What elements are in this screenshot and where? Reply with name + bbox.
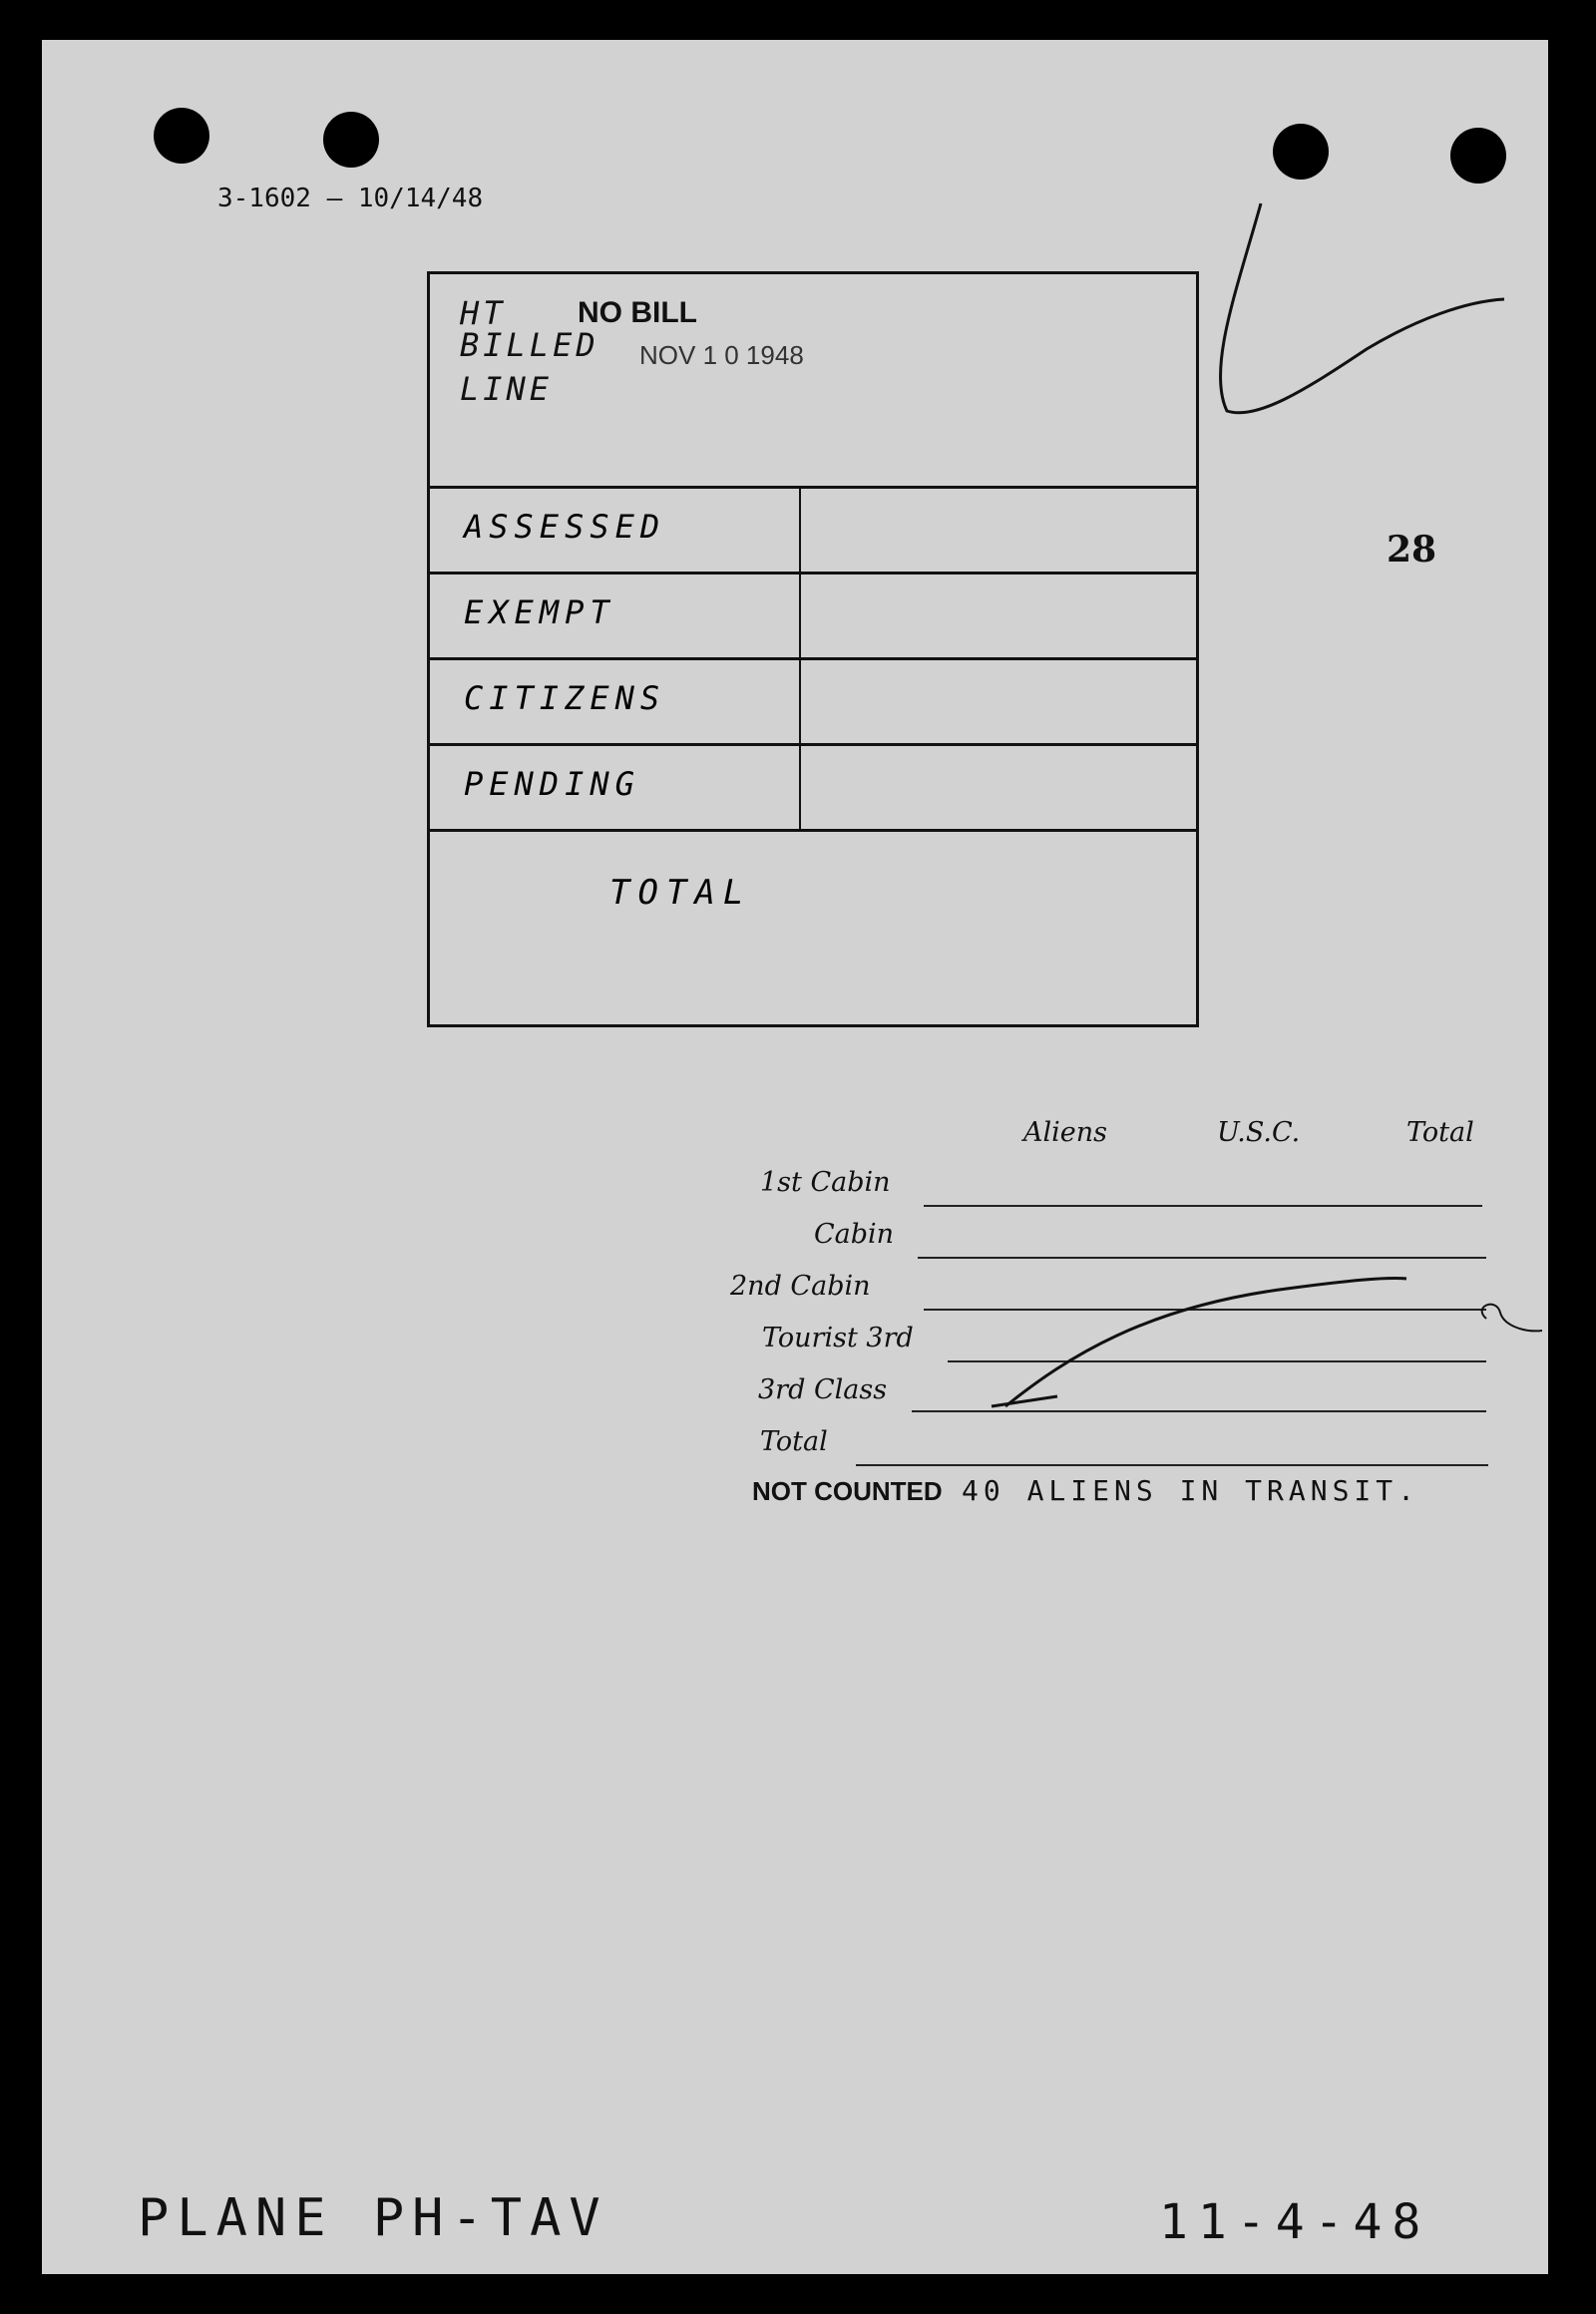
date-stamp: NOV 1 0 1948	[639, 340, 804, 370]
form-total	[430, 833, 1196, 1024]
not-counted-label: NOT COUNTED	[752, 1476, 943, 1506]
total-label: TOTAL	[609, 873, 752, 913]
check-mark-icon	[1197, 190, 1516, 429]
head-line-line: LINE	[460, 370, 554, 408]
row-label: ASSESSED	[464, 508, 666, 546]
form-header	[430, 274, 1196, 489]
class-row-tourist-3rd: Tourist 3rd	[762, 1323, 914, 1353]
class-row-2nd-cabin: 2nd Cabin	[730, 1271, 871, 1302]
stamp-form	[427, 271, 1199, 1027]
column-usc: U.S.C.	[1217, 1117, 1301, 1148]
form-row-assessed	[430, 486, 1196, 575]
strike-mark-icon	[988, 1267, 1546, 1416]
class-row-cabin: Cabin	[814, 1219, 895, 1250]
class-row-1st-cabin: 1st Cabin	[760, 1167, 891, 1198]
head-line-ht: HT	[460, 294, 507, 332]
plane-label: PLANE PH-TAV	[138, 2188, 608, 2248]
footer-date: 11-4-48	[1159, 2194, 1431, 2250]
punch-hole	[1450, 128, 1506, 184]
punch-hole	[1273, 124, 1329, 180]
head-line-billed: BILLED	[460, 326, 599, 364]
form-row-pending	[430, 743, 1196, 832]
punch-hole	[154, 108, 209, 164]
page-number: 28	[1387, 529, 1437, 571]
row-label: EXEMPT	[464, 593, 615, 631]
column-aliens: Aliens	[1023, 1117, 1107, 1148]
class-row-total: Total	[760, 1426, 828, 1457]
column-total: Total	[1406, 1117, 1474, 1148]
file-reference: 3-1602 — 10/14/48	[217, 184, 484, 213]
no-bill-stamp: NO BILL	[578, 296, 697, 329]
class-row-3rd-class: 3rd Class	[758, 1374, 888, 1405]
punch-hole	[323, 112, 379, 168]
form-row-citizens	[430, 657, 1196, 746]
row-label: CITIZENS	[464, 679, 666, 717]
row-label: PENDING	[464, 765, 640, 803]
form-row-exempt	[430, 572, 1196, 660]
not-counted-value: 40 ALIENS IN TRANSIT.	[962, 1474, 1420, 1507]
